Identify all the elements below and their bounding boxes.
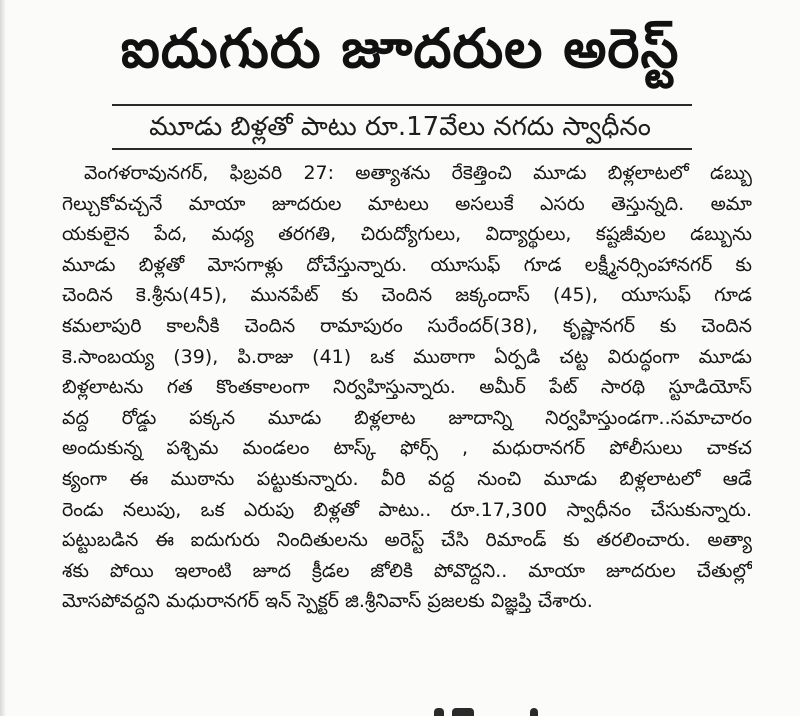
body-line: క్యంగా ఈ ముఠాను పట్టుకున్నారు. వీరి వద్ద నుంచి మూడు బిళ్లలాటలో ఆడే — [62, 467, 752, 490]
body-line: వెంగళరావునగర్, ఫిబ్రవరి 27: అత్యాశను రేకెత్తించి మూడు బిళ్లలాటలో డబ్బు — [84, 162, 752, 184]
next-article-fragment — [360, 704, 600, 716]
body-line: మూడు బిళ్లతో మోసగాళ్లు దోచేస్తున్నారు. యూసుఫ్ గూడ లక్ష్మీనర్సింహానగర్ కు — [62, 253, 752, 276]
body-line: కమలాపురి కాలనీకి చెందిన రామాపురం సురేందర్(38), కృష్ణానగర్ కు చెందిన — [62, 314, 752, 337]
body-line: కె.సాంబయ్య (39), పి.రాజు (41) ఒక ముఠాగా ఏర్పడి చట్ట విరుద్ధంగా మూడు — [62, 345, 752, 368]
body-line: పట్టుబడిన ఈ ఐదుగురు నిందితులను అరెస్ట్ చేసి రిమాండ్ కు తరలించారు. అత్యా — [62, 529, 752, 552]
scan-edge-shadow — [0, 0, 6, 716]
body-line: శకు పోయి ఇలాంటి జూద క్రీడల జోలికి పోవొద్దని.. మాయా జూదరుల చేతుల్లో — [62, 559, 752, 582]
body-line: యకులైన పేద, మధ్య తరగతి, చిరుద్యోగులు, విద్యార్థులు, కష్టజీవుల డబ్బును — [62, 223, 752, 246]
body-line: బిళ్లలాటను గత కొంతకాలంగా నిర్వహిస్తున్నారు. అమీర్ పేట్ సారథి స్టూడియోస్ — [62, 376, 752, 399]
subheadline-bottom-rule — [112, 148, 692, 150]
body-line: గెల్చుకోవచ్చనే మాయా జూదరుల మాటలు అసలుకే ఎసరు తెస్తున్నది. అమా — [62, 192, 752, 215]
body-line: మోసపోవద్దని మధురానగర్ ఇన్ స్పెక్టర్ జి.శ్రీనివాస్ ప్రజలకు విజ్ఞప్తి చేశారు. — [62, 590, 593, 613]
article-body — [62, 158, 752, 617]
body-line: రెండు నలుపు, ఒక ఎరుపు బిళ్లతో పాటు.. రూ.17,300 స్వాధీనం చేసుకున్నారు. — [62, 498, 752, 521]
subheadline: మూడు బిళ్లతో పాటు రూ.17వేలు నగదు స్వాధీనం — [149, 112, 651, 142]
body-line: వద్ద రోడ్డు పక్కన మూడు బిళ్లలాట జూదాన్ని నిర్వహిస్తుండగా..సమాచారం — [62, 406, 752, 429]
body-line: చెందిన కె.శ్రీను(45), మునపేట్ కు చెందిన జక్కందాస్ (45), యూసుఫ్ గూడ — [62, 284, 752, 307]
body-line: అందుకున్న పశ్చిమ మండలం టాస్క్ ఫోర్స్ , మధురానగర్ పోలీసులు చాకచ — [62, 437, 752, 460]
headline: ఐదుగురు జూదరుల అరెస్ట్ — [120, 17, 680, 80]
